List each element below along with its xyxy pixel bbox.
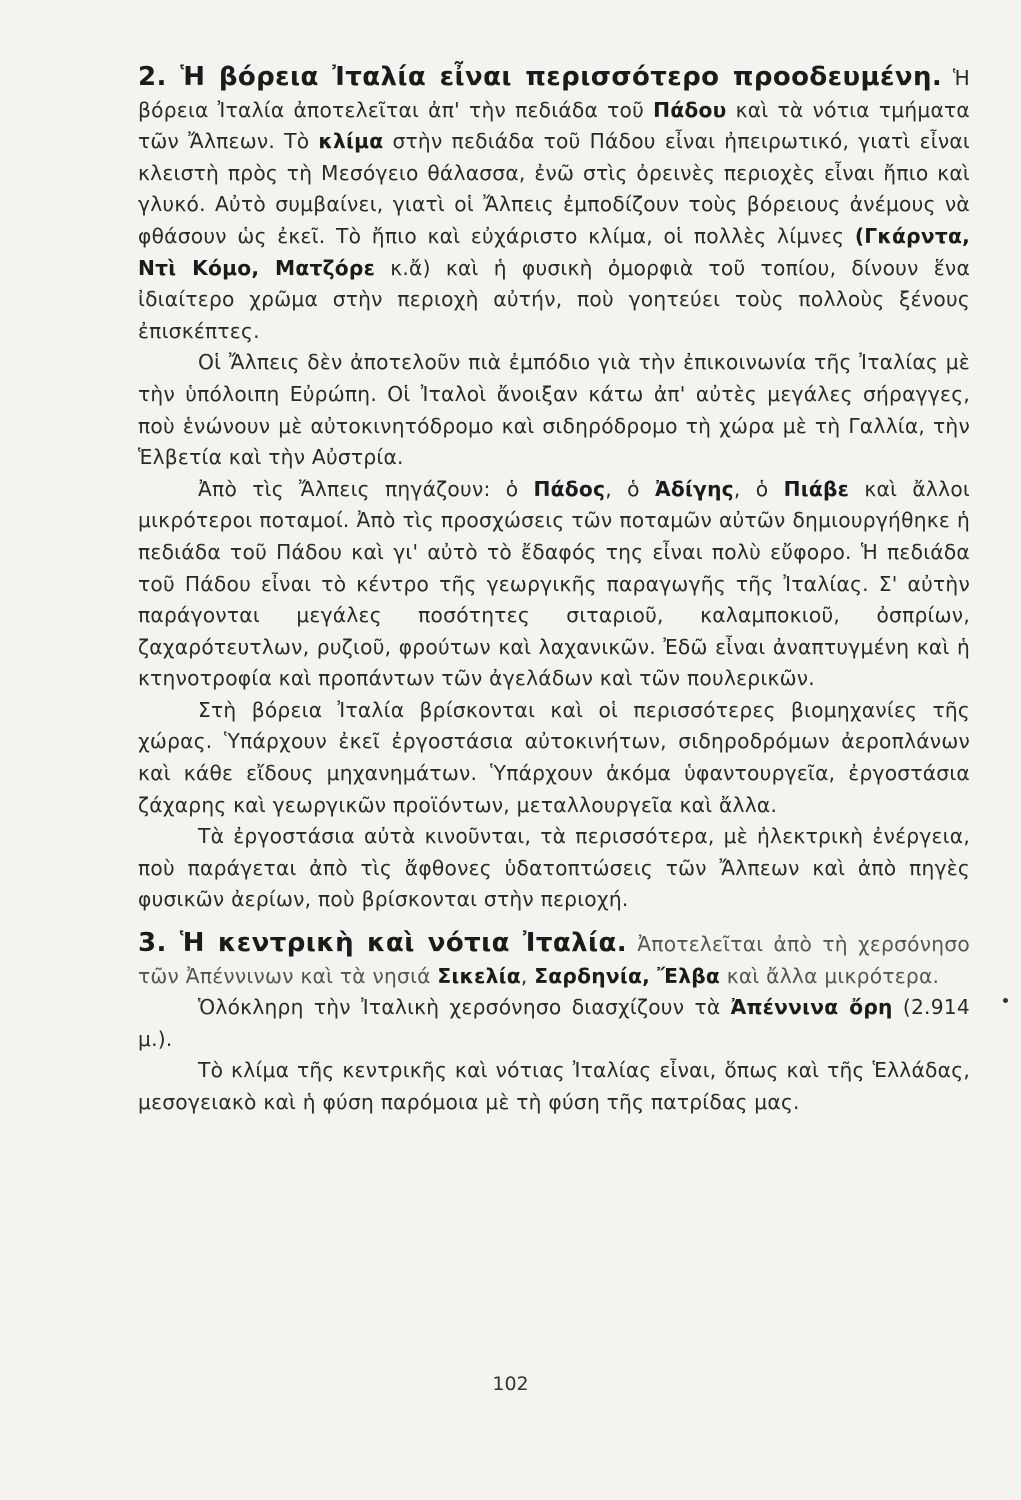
section-3-paragraph-3: Τὸ κλίμα τῆς κεντρικῆς καὶ νότιας Ἰταλίας εἶναι, ὅπως καὶ τῆς Ἑλλάδας, μεσογειακὸ καὶ ἡ φύση παρόμοια μὲ τὴ φύση τῆς πατρίδας μας. xyxy=(138,1058,970,1114)
section-2-heading: 2. Ἡ βόρεια Ἰταλία εἶναι περισσότερο προοδευμένη. xyxy=(138,62,943,92)
section-3-paragraph-2: Ὁλόκληρη τὴν Ἰταλικὴ χερσόνησο διασχίζουν τὰ Ἀπέννινα ὄρη (2.914 μ.). xyxy=(138,995,970,1051)
section-2-paragraph-3: Ἀπὸ τὶς Ἄλπεις πηγάζουν: ὁ Πάδος, ὁ Ἀδίγης, ὁ Πιάβε καὶ ἄλλοι μικρότεροι ποταμοί. Ἀπὸ τὶς προσχώσεις τῶν ποταμῶν αὐτῶν δημιουργήθηκε ἡ πεδιάδα τοῦ Πάδου καὶ γι' αὐτὸ τὸ ἔδαφός της εἶναι πολὺ εὔφορο. Ἡ πεδιάδα τοῦ Πάδου εἶναι τὸ κέντρο τῆς γεωργικῆς παραγωγῆς τῆς Ἰταλίας. Σ' αὐτὴν παράγονται μεγάλες ποσότητες σιταριοῦ, καλαμποκιοῦ, ὀσπρίων, ζαχαρότευτλων, ρυζιοῦ, φρούτων καὶ λαχανικῶν. Ἐδῶ εἶναι ἀναπτυγμένη καὶ ἡ κτηνοτροφία καὶ προπάντων τῶν ἀγελάδων καὶ τῶν πουλερικῶν. xyxy=(138,476,970,691)
section-2-paragraph-1: 2. Ἡ βόρεια Ἰταλία εἶναι περισσότερο προοδευμένη. Ἡ βόρεια Ἰταλία ἀποτελεῖται ἀπ' τὴν πεδιάδα τοῦ Πάδου καὶ τὰ νότια τμήματα τῶν Ἄλπεων. Τὸ κλίμα στὴν πεδιάδα τοῦ Πάδου εἶναι ἠπειρωτικό, γιατὶ εἶναι κλειστὴ πρὸς τὴ Μεσόγειο θάλασσα, ἐνῶ στὶς ὀρεινὲς περιοχὲς εἶναι ἤπιο καὶ γλυκό. Αὐτὸ συμβαίνει, γιατὶ οἱ Ἄλπεις ἐμποδίζουν τοὺς βόρειους ἀνέμους νὰ φθάσουν ὡς ἐκεῖ. Τὸ ἤπιο καὶ εὐχάριστο κλίμα, οἱ πολλὲς λίμνες (Γκάρντα, Ντὶ Κόμο, Ματζόρε κ.ἄ) καὶ ἡ φυσικὴ ὀμορφιὰ τοῦ τοπίου, δίνουν ἕνα ἰδιαίτερο χρῶμα στὴν περιοχὴ αὐτήν, ποὺ γοητεύει τοὺς πολλοὺς ξένους ἐπισκέπτες. xyxy=(138,62,971,343)
section-2-paragraph-5: Τὰ ἐργοστάσια αὐτὰ κινοῦνται, τὰ περισσότερα, μὲ ἠλεκτρικὴ ἐνέργεια, ποὺ παράγεται ἀπὸ τὶς ἄφθονες ὑδατοπτώσεις τῶν Ἄλπεων καὶ ἀπὸ πηγὲς φυσικῶν ἀερίων, ποὺ βρίσκονται στὴν περιοχή. xyxy=(138,824,970,912)
page-number: 102 xyxy=(492,1373,529,1395)
section-3-paragraph-1: 3. Ἡ κεντρικὴ καὶ νότια Ἰταλία. Ἀποτελεῖται ἀπὸ τὴ χερσόνησο τῶν Ἀπέννινων καὶ τὰ νησιά Σικελία, Σαρδηνία, Ἔλβα καὶ ἄλλα μικρότερα. xyxy=(138,928,970,988)
section-2-paragraph-2: Οἱ Ἄλπεις δὲν ἀποτελοῦν πιὰ ἐμπόδιο γιὰ τὴν ἐπικοινωνία τῆς Ἰταλίας μὲ τὴν ὑπόλοιπη Εὐρώπη. Οἱ Ἰταλοὶ ἄνοιξαν κάτω ἀπ' αὐτὲς μεγάλες σήραγγες, ποὺ ἑνώνουν μὲ αὐτοκινητόδρομο καὶ σιδηρόδρομο τὴ χώρα μὲ τὴ Γαλλία, τὴν Ἑλβετία καὶ τὴν Αὐστρία. xyxy=(138,350,970,470)
print-speck xyxy=(1003,998,1008,1003)
page-text xyxy=(138,62,970,1119)
section-3-heading: 3. Ἡ κεντρικὴ καὶ νότια Ἰταλία. xyxy=(138,928,628,959)
section-2-paragraph-4: Στὴ βόρεια Ἰταλία βρίσκονται καὶ οἱ περισσότερες βιομηχανίες τῆς χώρας. Ὑπάρχουν ἐκεῖ ἐργοστάσια αὐτοκινήτων, σιδηροδρόμων ἀεροπλάνων καὶ κάθε εἴδους μηχανημάτων. Ὑπάρχουν ἀκόμα ὑφαντουργεῖα, ἐργοστάσια ζάχαρης καὶ γεωργικῶν προϊόντων, μεταλλουργεῖα καὶ ἄλλα. xyxy=(138,697,970,817)
